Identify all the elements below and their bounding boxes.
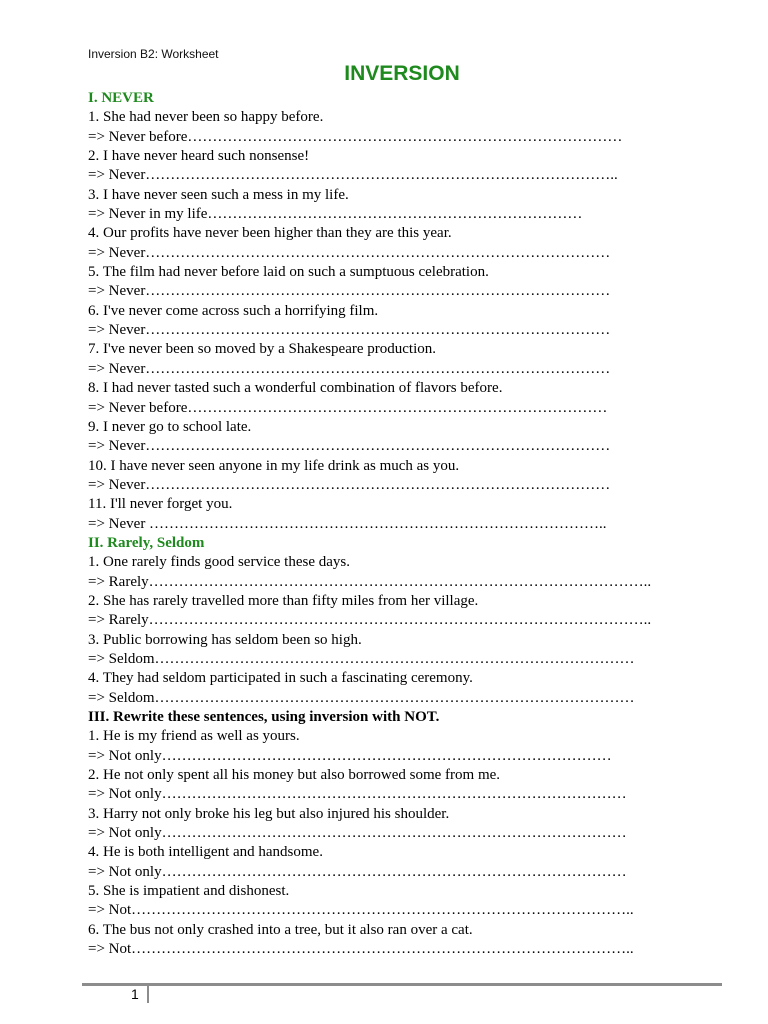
exercise-sentence: 10. I have never seen anyone in my life drink as much as you.: [88, 457, 460, 474]
answer-line: => Never…………………………………………………………………………………: [88, 476, 611, 493]
footer-divider: [147, 985, 149, 1003]
answer-line: => Never before……………………………………………………………………………: [88, 128, 623, 145]
worksheet-body: [88, 89, 688, 959]
exercise-sentence: 4. They had seldom participated in such a fascinating ceremony.: [88, 670, 473, 687]
exercise-sentence: 5. The film had never before laid on such a sumptuous celebration.: [88, 264, 489, 281]
answer-line: => Not only………………………………………………………………………………: [88, 747, 612, 764]
page-number: 1: [131, 986, 139, 1002]
exercise-sentence: 1. She had never been so happy before.: [88, 109, 324, 126]
exercise-sentence: 4. He is both intelligent and handsome.: [88, 844, 323, 861]
exercise-sentence: 2. He not only spent all his money but also borrowed some from me.: [88, 767, 501, 784]
exercise-sentence: 1. He is my friend as well as yours.: [88, 728, 300, 745]
answer-line: => Rarely………………………………………………………………………………………..: [88, 573, 652, 590]
answer-line: => Never…………………………………………………………………………………: [88, 283, 611, 300]
exercise-sentence: 9. I never go to school late.: [88, 418, 252, 435]
exercise-sentence: 2. She has rarely travelled more than fifty miles from her village.: [88, 592, 479, 609]
answer-line: => Not only…………………………………………………………………………………: [88, 825, 627, 842]
exercise-sentence: 7. I've never been so moved by a Shakespeare production.: [88, 341, 437, 358]
answer-line: => Seldom……………………………………………………………………………………: [88, 650, 635, 667]
answer-line: => Not………………………………………………………………………………………..: [88, 902, 634, 919]
answer-line: => Rarely………………………………………………………………………………………..: [88, 612, 652, 629]
exercise-sentence: 2. I have never heard such nonsense!: [88, 148, 310, 165]
exercise-sentence: 5. She is impatient and dishonest.: [88, 883, 290, 900]
section-heading-never: I. NEVER: [88, 90, 154, 106]
answer-line: => Seldom……………………………………………………………………………………: [88, 689, 635, 706]
section-heading-not: III. Rewrite these sentences, using inversion with NOT.: [88, 709, 440, 725]
answer-line: => Never…………………………………………………………………………………: [88, 322, 611, 339]
footer-rule: [82, 983, 722, 986]
exercise-sentence: 6. The bus not only crashed into a tree, but it also ran over a cat.: [88, 921, 473, 938]
answer-line: => Not only…………………………………………………………………………………: [88, 786, 627, 803]
exercise-sentence: 11. I'll never forget you.: [88, 496, 233, 513]
section-heading-rarely-seldom: II. Rarely, Seldom: [88, 534, 205, 551]
exercise-sentence: 4. Our profits have never been higher than they are this year.: [88, 225, 452, 242]
answer-line: => Never in my life…………………………………………………………………: [88, 206, 583, 223]
exercise-sentence: 6. I've never come across such a horrifying film.: [88, 302, 379, 319]
exercise-sentence: 1. One rarely finds good service these days.: [88, 554, 351, 571]
exercise-sentence: 3. Public borrowing has seldom been so high.: [88, 631, 362, 648]
exercise-sentence: 8. I had never tasted such a wonderful combination of flavors before.: [88, 380, 503, 397]
document-header: Inversion B2: Worksheet: [88, 47, 219, 61]
exercise-sentence: 3. I have never seen such a mess in my life.: [88, 186, 349, 203]
answer-line: => Never…………………………………………………………………………………: [88, 244, 611, 261]
answer-line: => Never before…………………………………………………………………………: [88, 399, 608, 416]
answer-line: => Not only…………………………………………………………………………………: [88, 863, 627, 880]
answer-line: => Never…………………………………………………………………………………: [88, 438, 611, 455]
answer-line: => Never…………………………………………………………………………………..: [88, 167, 618, 184]
answer-line: => Not………………………………………………………………………………………..: [88, 941, 634, 958]
answer-line: => Never…………………………………………………………………………………: [88, 360, 611, 377]
page-title: INVERSION: [344, 62, 460, 85]
exercise-sentence: 3. Harry not only broke his leg but also injured his shoulder.: [88, 805, 450, 822]
answer-line: => Never ………………………………………………………………………………..: [88, 515, 607, 532]
